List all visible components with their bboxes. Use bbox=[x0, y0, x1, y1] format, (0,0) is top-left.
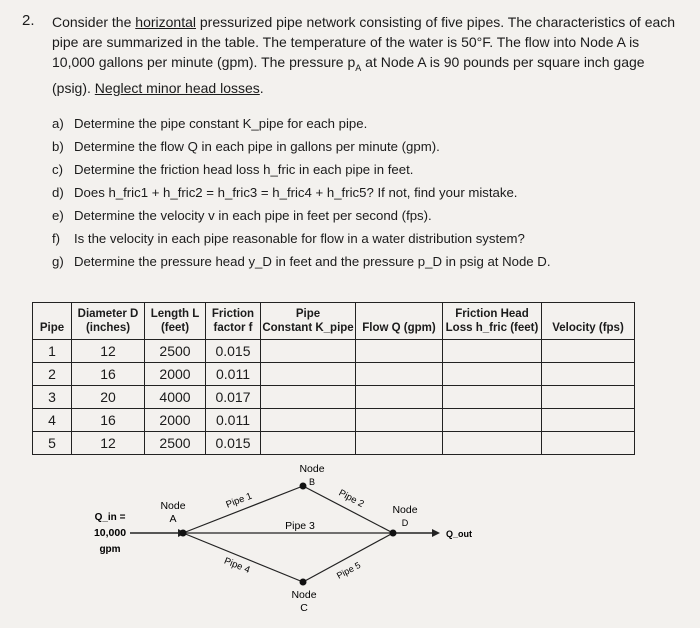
pipe-5-label: Pipe 5 bbox=[334, 559, 363, 581]
problem-number: 2. bbox=[22, 12, 35, 29]
outflow-arrow-icon bbox=[432, 529, 440, 537]
cell-friction: 0.015 bbox=[206, 340, 261, 363]
intro-text-3: at Node A is 90 pounds per square inch gage (psig). bbox=[52, 54, 645, 96]
part-label: a) bbox=[52, 116, 64, 131]
pipe-4-line bbox=[183, 533, 303, 582]
table-row bbox=[33, 340, 635, 363]
cell-head-empty[interactable] bbox=[443, 340, 542, 363]
cell-k-empty[interactable] bbox=[261, 386, 356, 409]
cell-velocity-empty[interactable] bbox=[542, 340, 635, 363]
cell-k-empty[interactable] bbox=[261, 363, 356, 386]
problem-parts bbox=[52, 116, 550, 277]
intro-text-2: pressurized pipe network consisting of five pipes. The characteristics of each pipe are summarized in the table. The temperature of the water is 50°F. The flow into Node A is 10,000 gallons per minute (gpm). The pressure p bbox=[52, 14, 676, 70]
part-c bbox=[52, 162, 550, 185]
part-a bbox=[52, 116, 550, 139]
cell-pipe: 4 bbox=[33, 409, 72, 432]
part-f bbox=[52, 231, 550, 254]
cell-friction: 0.017 bbox=[206, 386, 261, 409]
node-a-letter: A bbox=[169, 513, 177, 525]
qout-label: Q_out bbox=[446, 529, 472, 539]
cell-flow-empty[interactable] bbox=[356, 409, 443, 432]
cell-k-empty[interactable] bbox=[261, 432, 356, 455]
table-row bbox=[33, 409, 635, 432]
node-d-letter: D bbox=[401, 518, 409, 528]
cell-head-empty[interactable] bbox=[443, 363, 542, 386]
node-a-dot bbox=[180, 530, 187, 537]
problem-intro bbox=[52, 12, 682, 98]
node-d-label: Node bbox=[392, 504, 418, 516]
part-text: Determine the friction head loss h_fric in each pipe in feet. bbox=[74, 162, 414, 177]
cell-pipe: 2 bbox=[33, 363, 72, 386]
header-pipe: Pipe bbox=[33, 303, 72, 340]
pipe-4-label: Pipe 4 bbox=[222, 555, 252, 576]
cell-length: 2500 bbox=[145, 340, 206, 363]
cell-length: 2000 bbox=[145, 409, 206, 432]
part-text: Does h_fric1 + h_fric2 = h_fric3 = h_fric4 + h_fric5? If not, find your mistake. bbox=[74, 185, 518, 200]
part-text: Determine the pressure head y_D in feet and the pressure p_D in psig at Node D. bbox=[74, 254, 551, 269]
header-length: Length L (feet) bbox=[145, 303, 206, 340]
qin-unit: gpm bbox=[99, 544, 121, 555]
part-e bbox=[52, 208, 550, 231]
cell-k-empty[interactable] bbox=[261, 409, 356, 432]
intro-sub-a: A bbox=[355, 62, 362, 73]
cell-friction: 0.011 bbox=[206, 409, 261, 432]
table-header-row bbox=[33, 303, 635, 340]
part-label: d) bbox=[52, 185, 64, 200]
header-head-loss: Friction Head Loss h_fric (feet) bbox=[443, 303, 542, 340]
header-diameter: Diameter D (inches) bbox=[72, 303, 145, 340]
cell-diameter: 12 bbox=[72, 432, 145, 455]
part-text: Determine the flow Q in each pipe in gallons per minute (gpm). bbox=[74, 139, 440, 154]
cell-velocity-empty[interactable] bbox=[542, 363, 635, 386]
pipe-2-label: Pipe 2 bbox=[336, 487, 366, 510]
qin-value: 10,000 bbox=[93, 527, 127, 539]
node-c-label: Node bbox=[291, 589, 317, 601]
cell-k-empty[interactable] bbox=[261, 340, 356, 363]
part-text: Is the velocity in each pipe reasonable for flow in a water distribution system? bbox=[74, 231, 525, 246]
pipe-1-label: Pipe 1 bbox=[224, 490, 254, 511]
cell-head-empty[interactable] bbox=[443, 386, 542, 409]
cell-length: 4000 bbox=[145, 386, 206, 409]
intro-text-4: . bbox=[259, 79, 264, 96]
part-text: Determine the pipe constant K_pipe for each pipe. bbox=[74, 116, 368, 131]
header-velocity: Velocity (fps) bbox=[542, 303, 635, 340]
cell-pipe: 3 bbox=[33, 386, 72, 409]
table-row bbox=[33, 386, 635, 409]
pipe-3-label: Pipe 3 bbox=[285, 520, 315, 532]
cell-flow-empty[interactable] bbox=[356, 386, 443, 409]
cell-flow-empty[interactable] bbox=[356, 363, 443, 386]
header-friction: Friction factor f bbox=[206, 303, 261, 340]
node-c-dot bbox=[300, 579, 307, 586]
part-g bbox=[52, 254, 550, 277]
cell-diameter: 16 bbox=[72, 363, 145, 386]
cell-friction: 0.015 bbox=[206, 432, 261, 455]
pipe-table bbox=[32, 302, 635, 455]
part-b bbox=[52, 139, 550, 162]
cell-flow-empty[interactable] bbox=[356, 340, 443, 363]
part-label: g) bbox=[52, 254, 64, 269]
part-d bbox=[52, 185, 550, 208]
part-label: f) bbox=[52, 231, 61, 246]
intro-underline-horizontal: horizontal bbox=[135, 14, 196, 30]
node-b-dot bbox=[300, 483, 307, 490]
part-label: c) bbox=[52, 162, 63, 177]
cell-length: 2500 bbox=[145, 432, 206, 455]
cell-velocity-empty[interactable] bbox=[542, 432, 635, 455]
cell-diameter: 12 bbox=[72, 340, 145, 363]
node-a-label: Node bbox=[160, 500, 186, 512]
cell-diameter: 20 bbox=[72, 386, 145, 409]
cell-friction: 0.011 bbox=[206, 363, 261, 386]
intro-underline-neglect: Neglect minor head losses bbox=[94, 79, 260, 96]
qin-label: Q_in = bbox=[94, 512, 126, 523]
cell-diameter: 16 bbox=[72, 409, 145, 432]
cell-velocity-empty[interactable] bbox=[542, 409, 635, 432]
cell-length: 2000 bbox=[145, 363, 206, 386]
cell-velocity-empty[interactable] bbox=[542, 386, 635, 409]
table-row bbox=[33, 432, 635, 455]
intro-text-1: Consider the bbox=[52, 14, 136, 30]
cell-pipe: 1 bbox=[33, 340, 72, 363]
header-pipe-constant: Pipe Constant K_pipe bbox=[261, 303, 356, 340]
cell-head-empty[interactable] bbox=[443, 432, 542, 455]
cell-head-empty[interactable] bbox=[443, 409, 542, 432]
cell-flow-empty[interactable] bbox=[356, 432, 443, 455]
node-c-letter: C bbox=[300, 602, 308, 614]
pipe-network-diagram bbox=[0, 455, 700, 628]
part-label: b) bbox=[52, 139, 64, 154]
node-b-letter: B bbox=[308, 477, 316, 487]
header-flow: Flow Q (gpm) bbox=[356, 303, 443, 340]
table-row bbox=[33, 363, 635, 386]
cell-pipe: 5 bbox=[33, 432, 72, 455]
pipe-table-wrap bbox=[32, 302, 635, 455]
node-d-dot bbox=[390, 530, 397, 537]
part-text: Determine the velocity v in each pipe in feet per second (fps). bbox=[74, 208, 432, 223]
part-label: e) bbox=[52, 208, 64, 223]
node-b-label: Node bbox=[299, 463, 325, 475]
